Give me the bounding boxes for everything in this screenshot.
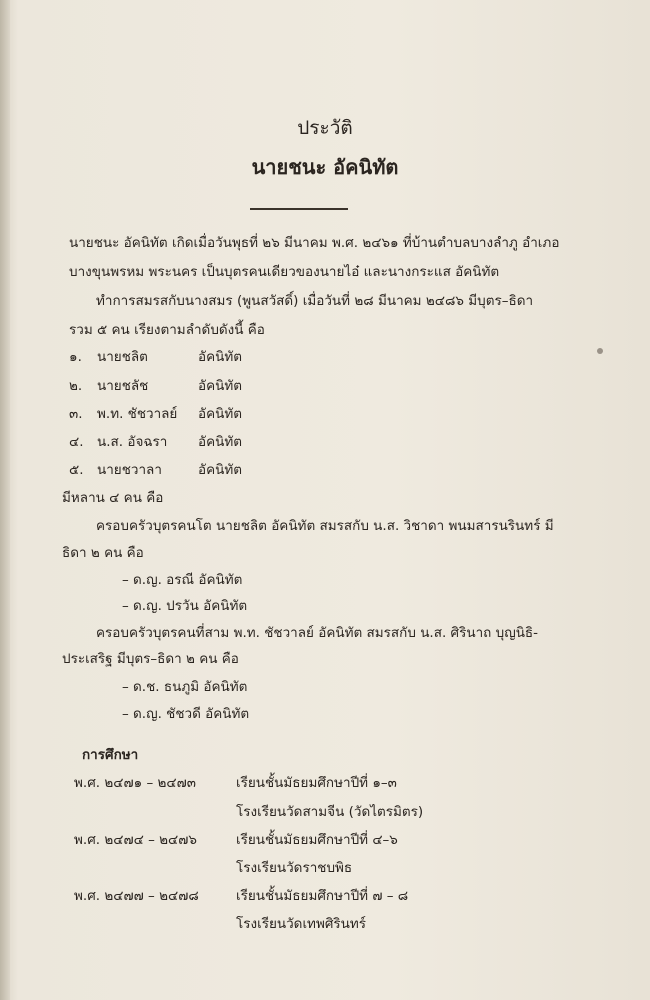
child-item: [69, 432, 242, 452]
family-1-line-2: ธิดา ๒ คน คือ: [62, 545, 144, 561]
education-school: โรงเรียนวัดสามจีน (วัดไตรมิตร): [236, 804, 424, 820]
page-binding-edge: [0, 0, 10, 1000]
child-number: ๒.: [69, 378, 83, 394]
education-school: โรงเรียนวัดเทพศิรินทร์: [236, 916, 367, 932]
family-1-line-1: ครอบครัวบุตรคนโต นายชลิต อัคนิทัต สมรสกับ น.ส. วิชาดา พนมสารนรินทร์ มี: [96, 518, 554, 534]
child-item: [69, 404, 242, 424]
ink-speck: [597, 348, 603, 354]
education-detail: เรียนชั้นมัธยมศึกษาปีที่ ๗ – ๘: [236, 888, 409, 904]
child-name: น.ส. อัจฉรา: [97, 434, 168, 450]
child-surname: อัคนิทัต: [198, 462, 243, 478]
child-name: นายชลิต: [97, 349, 148, 365]
grandchild-item: – ด.ช. ธนภูมิ อัคนิทัต: [122, 679, 248, 695]
grandchild-item: – ด.ญ. ชัชวดี อัคนิทัต: [122, 706, 250, 722]
child-item: [69, 347, 242, 367]
bio-line-4: รวม ๕ คน เรียงตามลำดับดังนี้ คือ: [69, 322, 265, 338]
grandchild-item: – ด.ญ. ปรวัน อัคนิทัต: [122, 598, 248, 614]
education-years: พ.ศ. ๒๔๗๑ – ๒๔๗๓: [74, 775, 197, 791]
bio-line-1: นายชนะ อัคนิทัต เกิดเมื่อวันพุธที่ ๒๖ มีนาคม พ.ศ. ๒๔๖๑ ที่บ้านตำบลบางลำภู อำเภอ: [69, 235, 560, 251]
child-number: ๔.: [69, 434, 84, 450]
family-2-line-1: ครอบครัวบุตรคนที่สาม พ.ท. ชัชวาลย์ อัคนิทัต สมรสกับ น.ส. ศิรินาถ บุญนิธิ-: [96, 625, 539, 641]
grandchild-item: – ด.ญ. อรณี อัคนิทัต: [122, 572, 243, 588]
education-detail: เรียนชั้นมัธยมศึกษาปีที่ ๔–๖: [236, 832, 398, 848]
child-name: พ.ท. ชัชวาลย์: [97, 406, 178, 422]
child-item: [69, 376, 242, 396]
bio-line-2: บางขุนพรหม พระนคร เป็นบุตรคนเดียวของนายไอ๋ และนางกระแส อัคนิทัต: [69, 264, 500, 280]
child-number: ๑.: [69, 349, 82, 365]
family-2-line-2: ประเสริฐ มีบุตร–ธิดา ๒ คน คือ: [62, 651, 239, 667]
education-years: พ.ศ. ๒๔๗๔ – ๒๔๗๖: [74, 832, 197, 848]
child-number: ๓.: [69, 406, 83, 422]
child-item: [69, 460, 242, 480]
education-years: พ.ศ. ๒๔๗๗ – ๒๔๗๘: [74, 888, 199, 904]
education-heading: การศึกษา: [82, 747, 139, 763]
title-divider: [250, 208, 348, 210]
child-name: นายชลัช: [97, 378, 149, 394]
bio-line-3: ทำการสมรสกับนางสมร (พูนสวัสดิ์) เมื่อวันที่ ๒๘ มีนาคม ๒๔๘๖ มีบุตร–ธิดา: [96, 293, 534, 309]
child-surname: อัคนิทัต: [198, 406, 243, 422]
child-name: นายชวาลา: [97, 462, 162, 478]
education-school: โรงเรียนวัดราชบพิธ: [236, 860, 353, 876]
grandchildren-intro: มีหลาน ๔ คน คือ: [62, 490, 164, 506]
child-surname: อัคนิทัต: [198, 434, 243, 450]
page-title: ประวัติ: [297, 117, 353, 139]
child-number: ๕.: [69, 462, 84, 478]
education-detail: เรียนชั้นมัธยมศึกษาปีที่ ๑–๓: [236, 775, 397, 791]
child-surname: อัคนิทัต: [198, 378, 243, 394]
person-name-heading: นายชนะ อัคนิทัต: [251, 155, 399, 179]
child-surname: อัคนิทัต: [198, 349, 243, 365]
